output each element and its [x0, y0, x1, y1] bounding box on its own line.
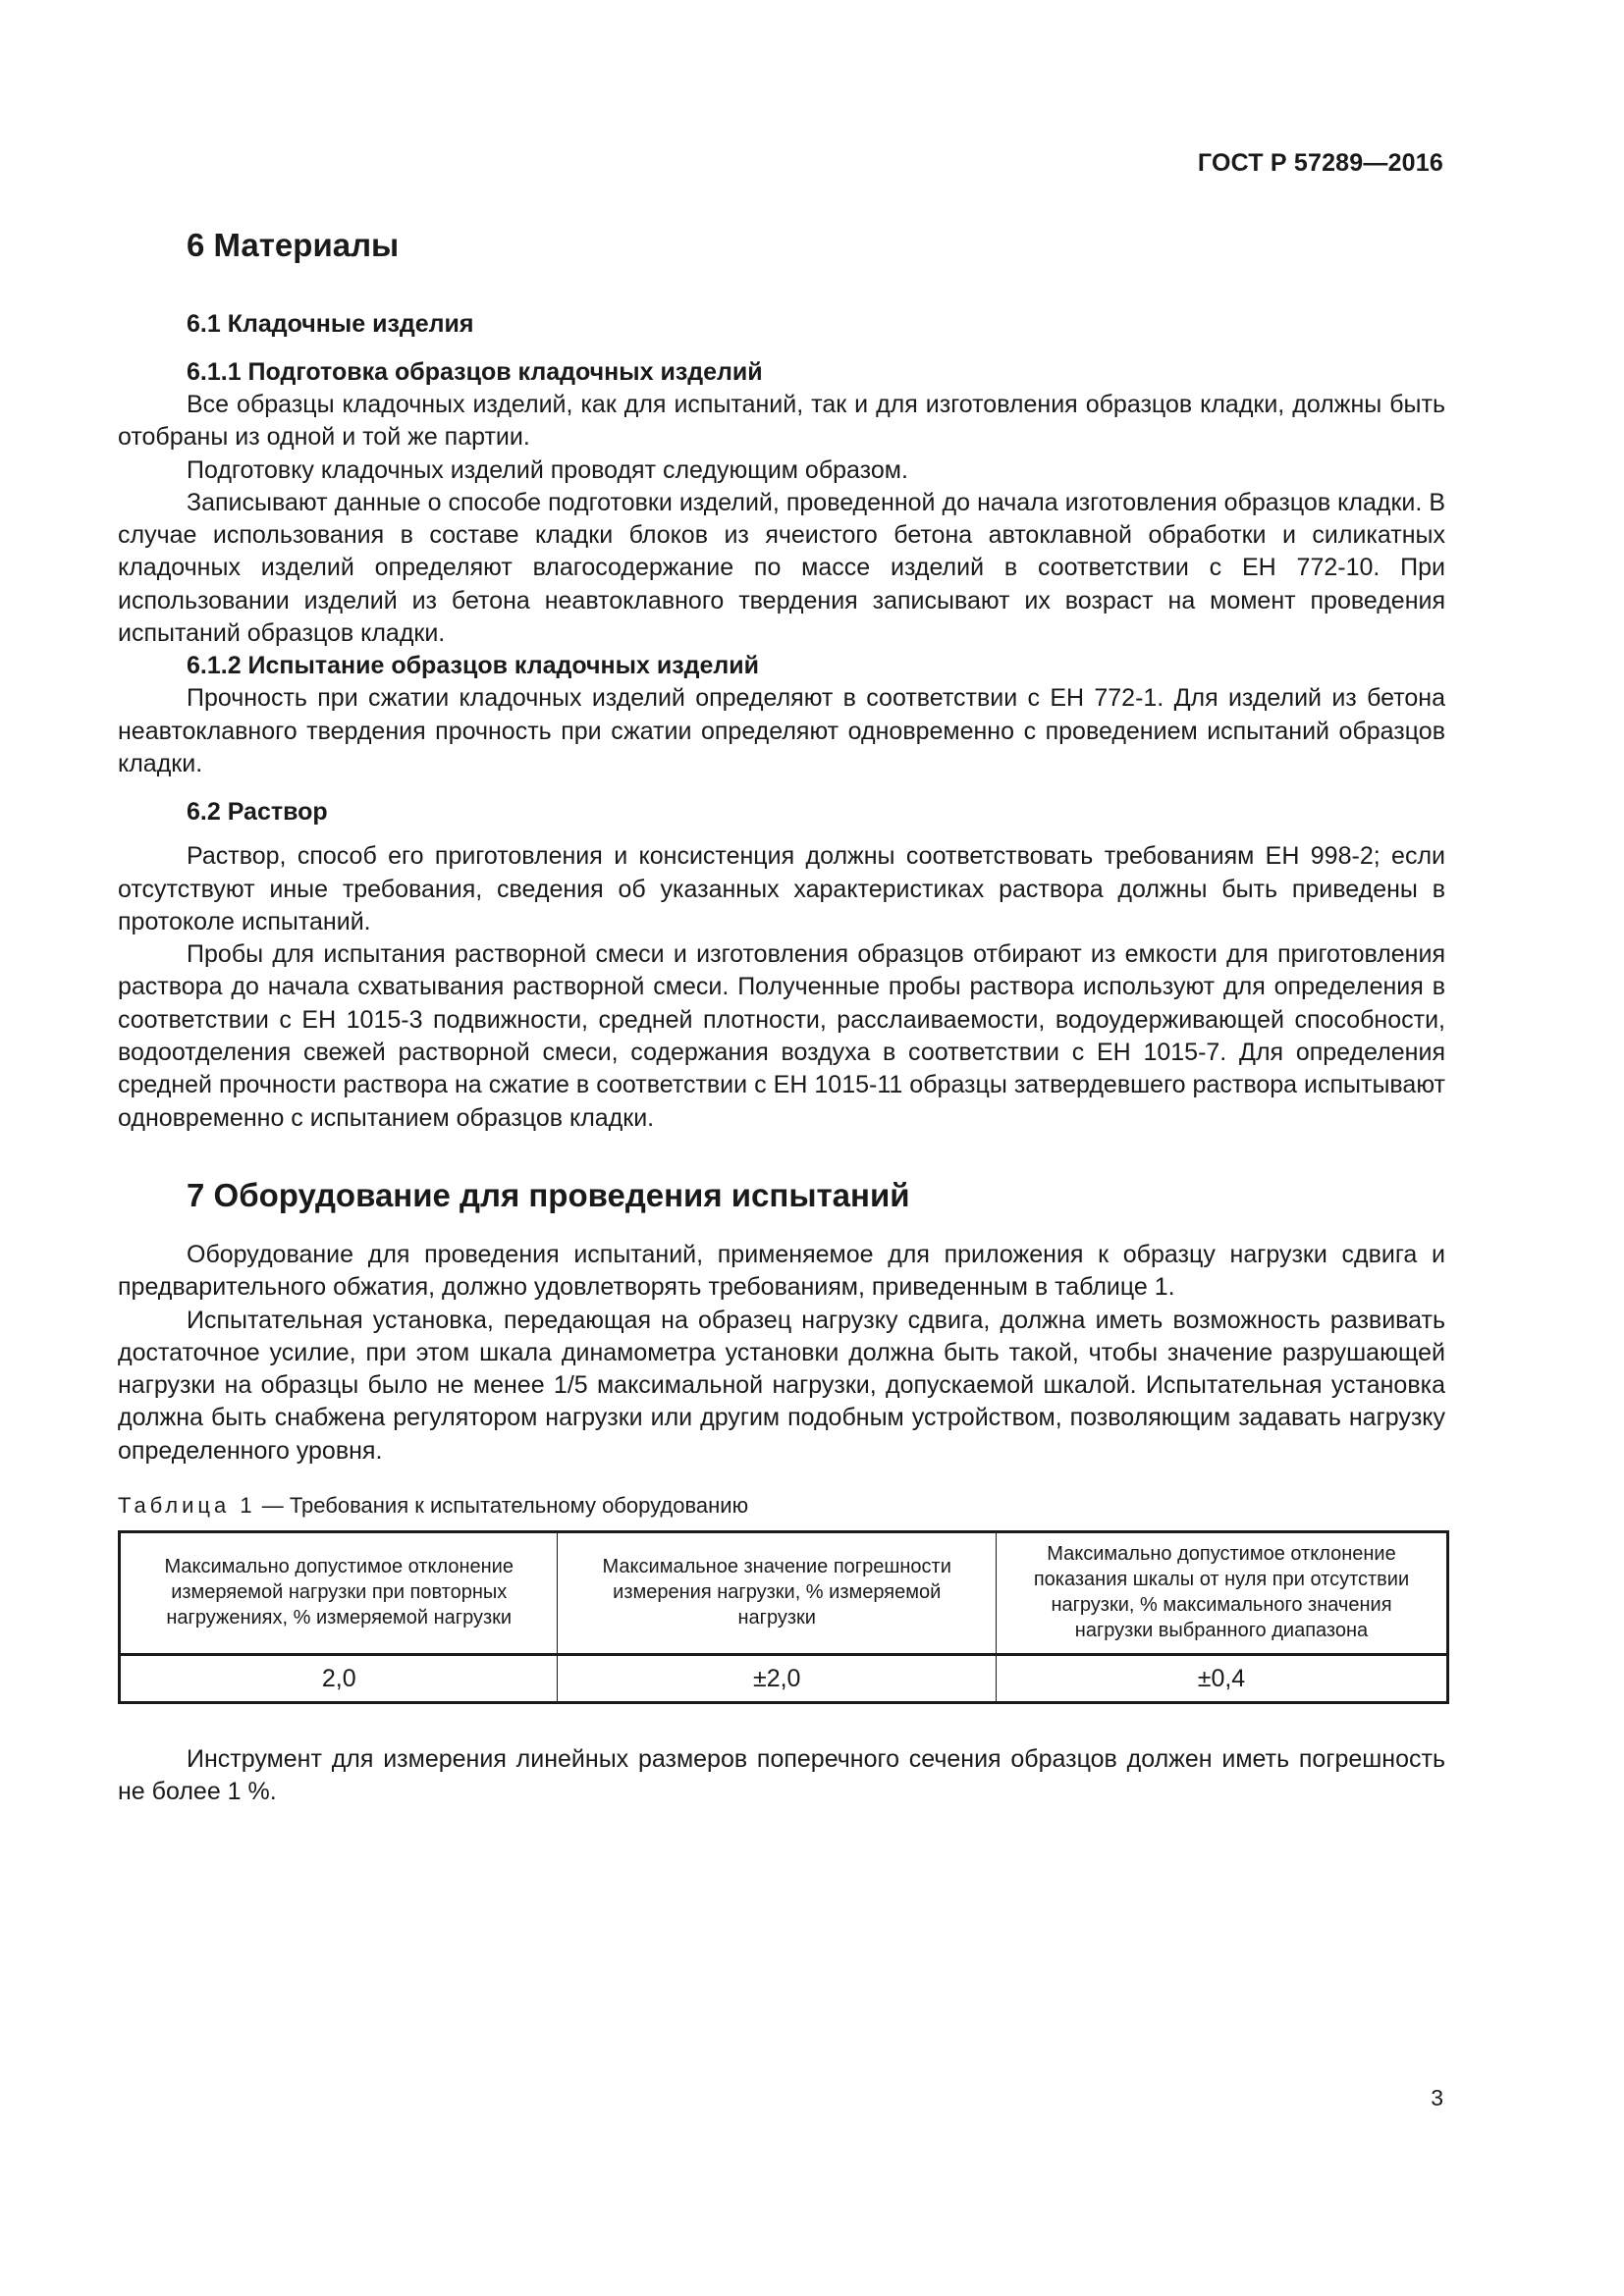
table-row: [120, 1655, 1448, 1703]
paragraph: Раствор, способ его приготовления и консистенция должны соответствовать требованиям ЕН 998-2; если отсутствуют иные требования, сведения об указанных характеристиках раствора должны быть приведены в протоколе испытаний.: [118, 842, 1445, 935]
page-content: [118, 224, 1445, 1809]
table-cell: ±0,4: [996, 1655, 1447, 1703]
section-6-1-title: 6.1 Кладочные изделия: [187, 310, 474, 338]
page-number: 3: [1431, 2085, 1443, 2110]
section-6-2-title: 6.2 Раствор: [187, 798, 328, 827]
paragraph: Инструмент для измерения линейных размеров поперечного сечения образцов должен иметь погрешность не более 1 %.: [118, 1745, 1445, 1806]
section-6-title: 6 Материалы: [187, 227, 400, 263]
table-header-cell: Максимальное значение погрешности измерения нагрузки, % измеряемой нагрузки: [558, 1532, 996, 1655]
section-6-1-1-title: 6.1.1 Подготовка образцов кладочных изделий: [187, 358, 763, 386]
section-6-1-2-title: 6.1.2 Испытание образцов кладочных изделий: [187, 652, 760, 680]
table-caption-text: — Требования к испытательному оборудованию: [255, 1493, 749, 1519]
paragraph: Испытательная установка, передающая на образец нагрузку сдвига, должна иметь возможность развивать достаточное усилие, при этом шкала динамометра установки должна быть такой, чтобы значение разрушающей нагрузки на образцы было не менее 1/5 максимальной нагрузки, допускаемой шкалой. Испытательная установка должна быть снабжена регулятором нагрузки или другим подобным устройством, позволяющим задавать нагрузку определенного уровня.: [118, 1306, 1445, 1465]
table-header-cell: Максимально допустимое отклонение измеряемой нагрузки при повторных нагружениях, % измеряемой нагрузки: [120, 1532, 558, 1655]
paragraph: Все образцы кладочных изделий, как для испытаний, так и для изготовления образцов кладки, должны быть отобраны из одной и той же партии.: [118, 391, 1445, 452]
document-code: ГОСТ Р 57289—2016: [1197, 149, 1443, 177]
table-caption: [118, 1491, 1445, 1521]
paragraph: Прочность при сжатии кладочных изделий определяют в соответствии с ЕН 772-1. Для изделий из бетона неавтоклавного твердения прочность при сжатии определяют одновременно с проведением испытаний образцов кладки.: [118, 684, 1445, 777]
paragraph: Подготовку кладочных изделий проводят следующим образом.: [187, 455, 908, 484]
table-cell: 2,0: [120, 1655, 558, 1703]
paragraph: Пробы для испытания растворной смеси и изготовления образцов отбирают из емкости для приготовления раствора до начала схватывания растворной смеси. Полученные пробы раствора используют для определения в соответствии с ЕН 1015-3 подвижности, средней плотности, расслаиваемости, водоудерживающей способности, водоотделения свежей растворной смеси, содержания воздуха в соответствии с ЕН 1015-7. Для определения средней прочности раствора на сжатие в соответствии с ЕН 1015-11 образцы затвердевшего раствора испытывают одновременно с испытанием образцов кладки.: [118, 940, 1445, 1132]
section-7-title: 7 Оборудование для проведения испытаний: [187, 1176, 910, 1213]
paragraph: Записывают данные о способе подготовки изделий, проведенной до начала изготовления образцов кладки. В случае использования в составе кладки блоков из ячеистого бетона автоклавной обработки и силикатных кладочных изделий определяют влагосодержание по массе изделий в соответствии с ЕН 772-10. При использовании изделий из бетона неавтоклавного твердения записывают их возраст на момент проведения испытаний образцов кладки.: [118, 488, 1445, 648]
paragraph: Оборудование для проведения испытаний, применяемое для приложения к образцу нагрузки сдвига и предварительного обжатия, должно удовлетворять требованиям, приведенным в таблице 1.: [118, 1240, 1445, 1302]
table-header-row: [120, 1532, 1448, 1655]
table-header-cell: Максимально допустимое отклонение показания шкалы от нуля при отсутствии нагрузки, % максимального значения нагрузки выбранного диапазона: [996, 1532, 1447, 1655]
table-caption-label: Таблица 1: [118, 1493, 256, 1519]
requirements-table: [118, 1530, 1449, 1704]
table-cell: ±2,0: [558, 1655, 996, 1703]
